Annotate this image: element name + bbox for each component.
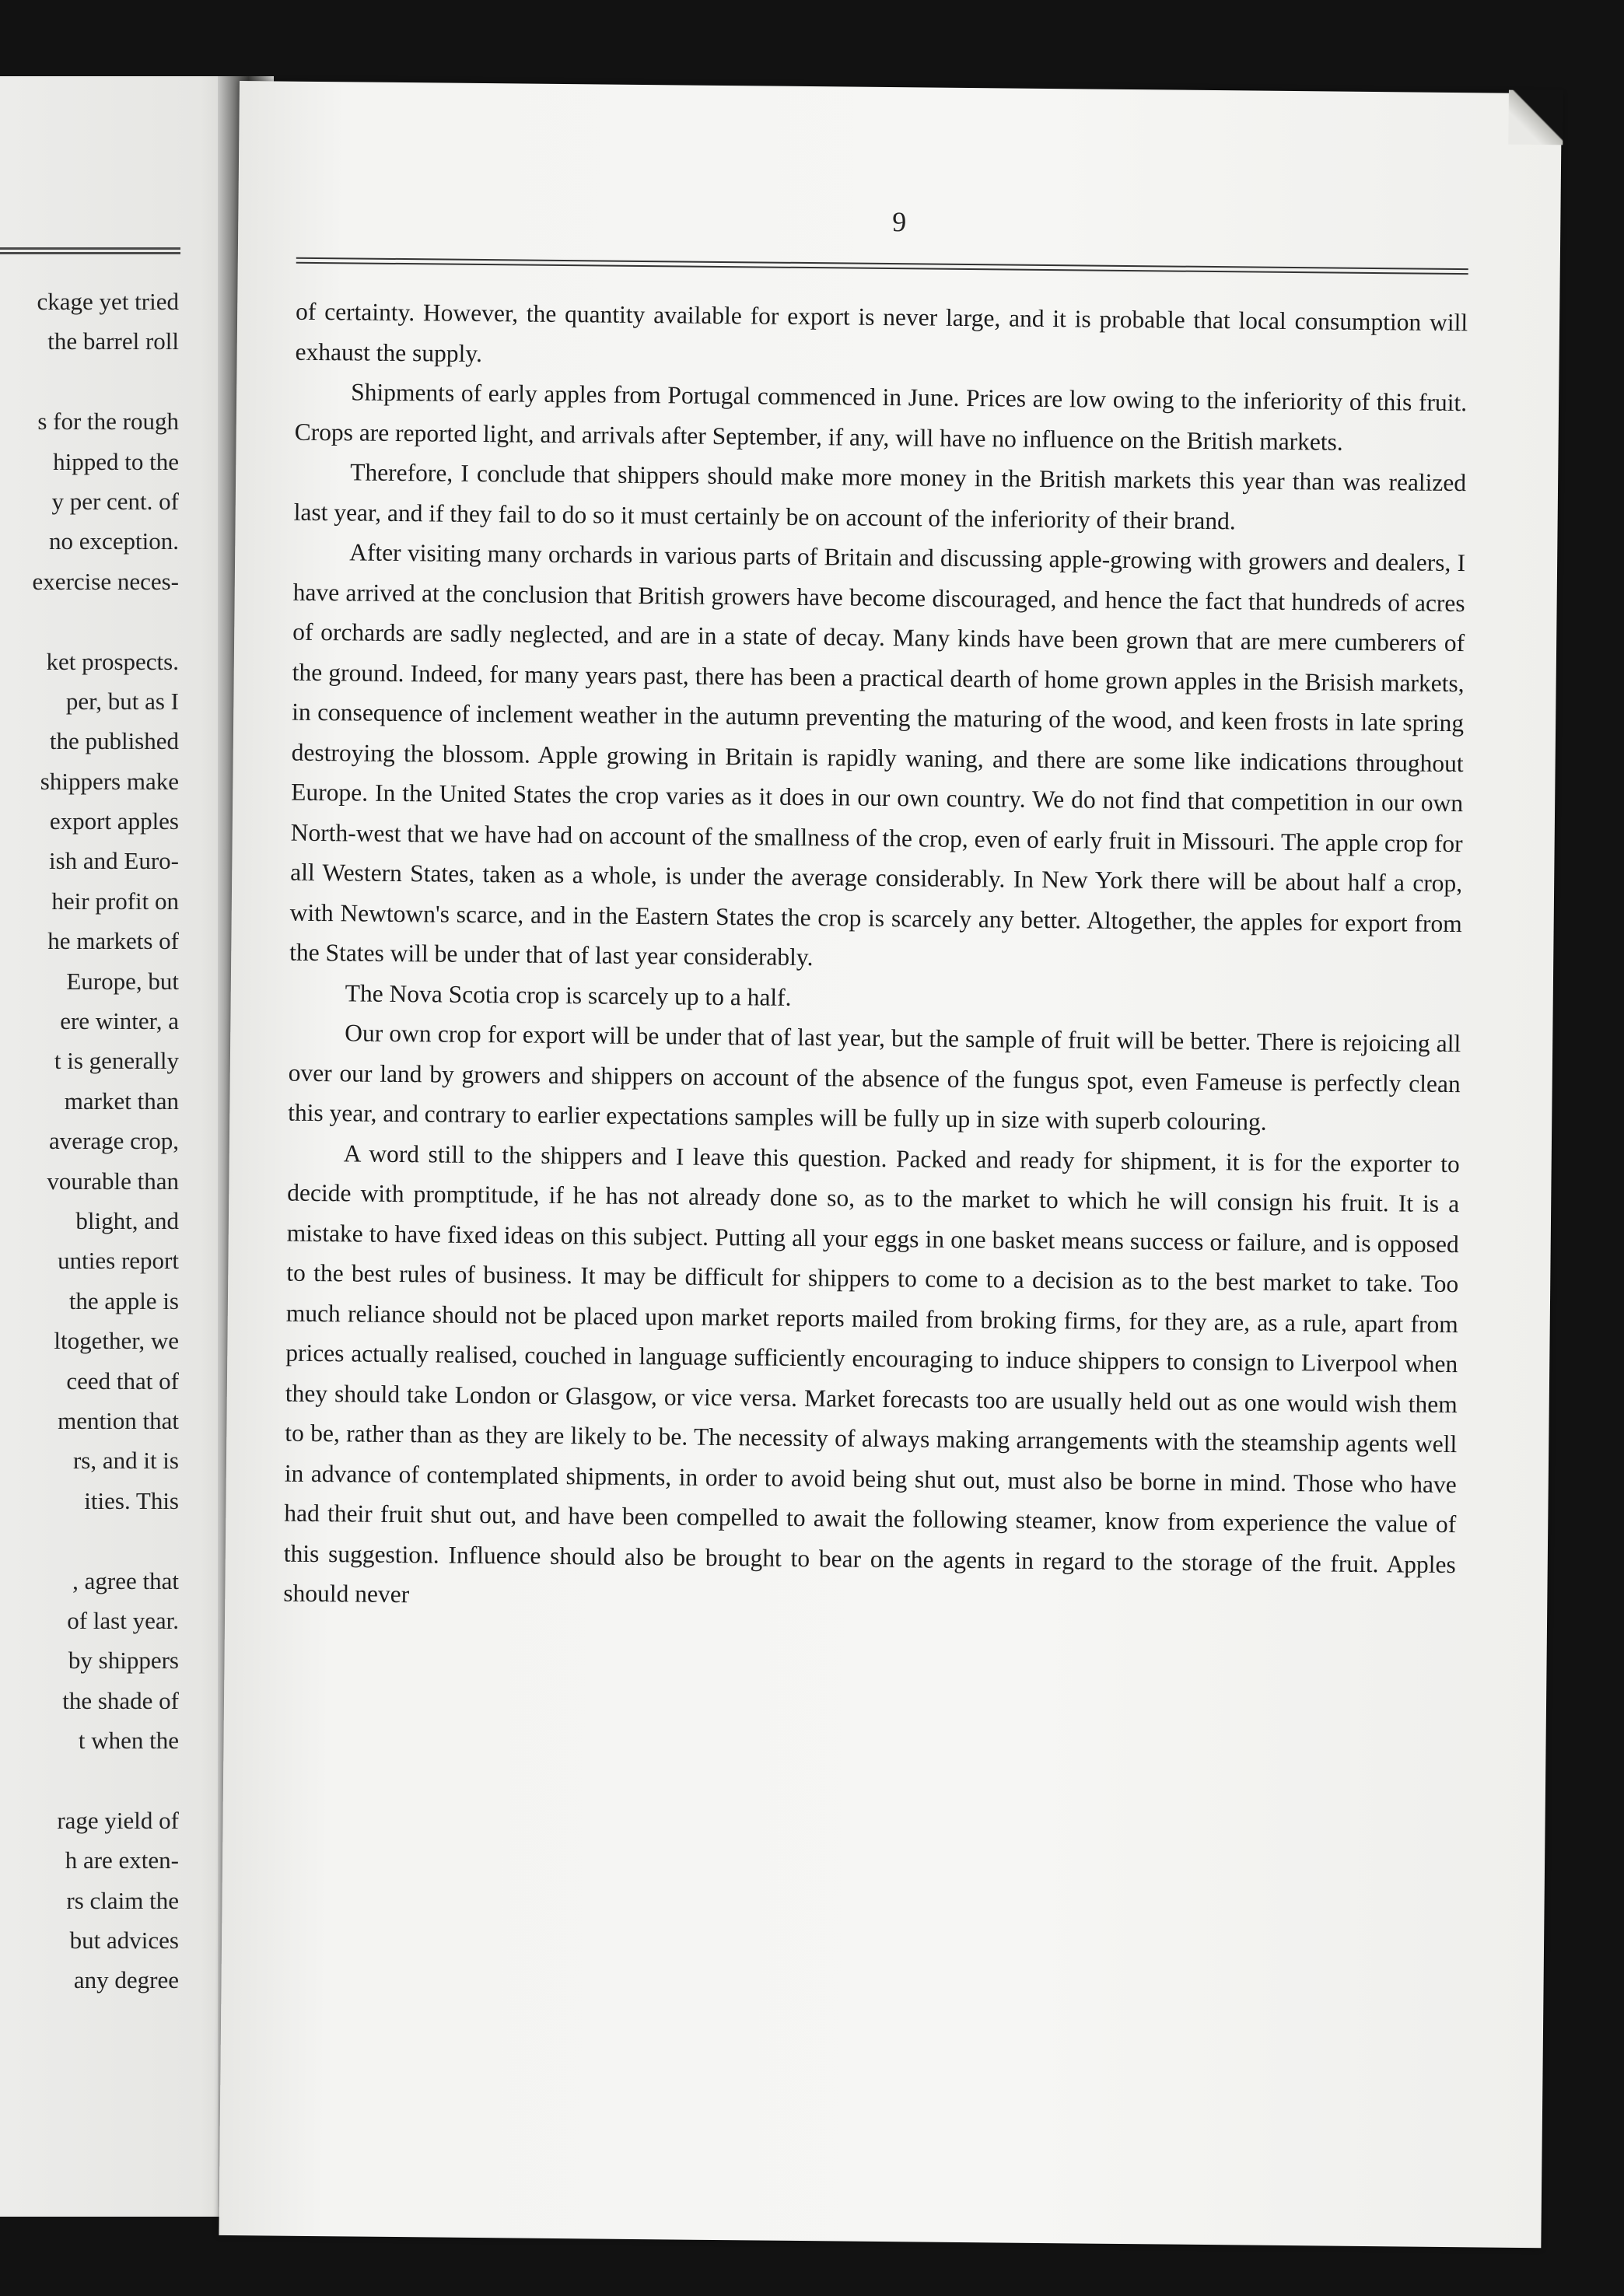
left-line: exercise neces- bbox=[32, 567, 179, 595]
left-line: he markets of bbox=[47, 927, 179, 955]
page-number: 9 bbox=[892, 206, 907, 238]
paragraph-word-to-shippers: A word still to the shippers and I leave this question. Packed and ready for shipment, it is for the exporter to decide with promptitude, if he has not already done so, as to the market to which he will consign his fruit. It is a mistake to have fixed ideas on this subject. Putting all your eggs in one basket means success or failure, and is opposed to the best rules of business. It may be difficult for shippers to come to a decision as to the best market to take. Too much reliance should not be placed upon market reports mailed from broking firms, for they are, as a rule, apart from prices actually realised, couched in language sufficiently encouraging to induce shippers to consign to Liverpool when they should take London or Glasgow, or vice versa. Market forecasts too are usually held out as one would wish them to be, rather than as they are likely to be. The necessity of always making arrangements with the steamship agents well in advance of contemplated shipments, in order to avoid being shut out, must also be borne in mind. Those who have had their fruit shut out, and have been compelled to await the following steamer, know from experience the value of this suggestion. Influence should also be brought to bear on the agents in regard to the storage of the fruit. Apples should never bbox=[283, 1139, 1460, 1608]
left-line: ltogether, we bbox=[54, 1327, 179, 1355]
left-line: Europe, but bbox=[66, 967, 179, 995]
left-header-rule-2 bbox=[0, 252, 180, 254]
left-line: the shade of bbox=[62, 1686, 179, 1714]
left-line: t is generally bbox=[54, 1047, 179, 1075]
left-line: no exception. bbox=[48, 527, 179, 555]
left-line: by shippers bbox=[68, 1647, 179, 1675]
left-line: ket prospects. bbox=[46, 647, 179, 675]
left-line: but advices bbox=[69, 1927, 179, 1955]
paragraph-orchards: After visiting many orchards in various parts of Britain and discussing apple-growing with growers and dealers, I have arrived at the conclusion that British growers have become discouraged, and hence the fact that hundreds of acres of orchards are sadly neglected, and are in a state of decay. Many kinds have been grown that are mere cumberers of the ground. Indeed, for many years past, there has been a practical dearth of home grown apples in the Brisish markets, in consequence of inclement weather in the autumn preventing the maturing of the wood, and keen frosts in late spring destroying the blossom. Apple growing in Britain is rapidly waning, and there are some like indications throughout Europe. In the United States the crop varies as it does in our own country. We do not find that competition in our own North-west that we have had on account of the smallness of the crop, even of early fruit in Missouri. The apple crop for all Western States, taken as a whole, is under the average considerably. In New York there will be about half a crop, with Newtown's scarce, and in the Eastern States the crop is scarcely any better. Altogether, the apples for export from the States will be under that of last year considerably. bbox=[289, 538, 1466, 971]
header-rule bbox=[296, 257, 1468, 275]
left-line: the apple is bbox=[68, 1286, 179, 1314]
page-body bbox=[283, 292, 1468, 1625]
left-line: rage yield of bbox=[57, 1806, 179, 1834]
left-line: ckage yet tried bbox=[37, 288, 179, 315]
left-line bbox=[0, 362, 179, 401]
left-page bbox=[0, 76, 250, 2217]
left-line: rs, and it is bbox=[72, 1447, 179, 1475]
left-line: ities. This bbox=[84, 1486, 179, 1514]
left-line: average crop, bbox=[49, 1127, 179, 1155]
left-line: ceed that of bbox=[66, 1367, 179, 1395]
left-line: shippers make bbox=[40, 767, 179, 795]
left-line: ere winter, a bbox=[60, 1007, 179, 1035]
left-line bbox=[0, 1760, 179, 1800]
left-line: per, but as I bbox=[65, 687, 179, 715]
left-line: export apples bbox=[49, 807, 179, 835]
paragraph-own-crop: Our own crop for export will be under that of last year, but the sample of fruit will be better. There is rejoicing all over our land by growers and shippers on account of the absence of the fungus spot, even Fameuse is perfectly clean this year, and contrary to earlier expectations samples will be fully up in size with superb colouring. bbox=[288, 1019, 1461, 1136]
folded-corner bbox=[1508, 90, 1563, 145]
paragraph-continued: of certainty. However, the quantity available for export is never large, and it is probable that local consumption will exhaust the supply. bbox=[295, 297, 1468, 367]
left-line: h are exten- bbox=[65, 1846, 179, 1874]
left-line: ish and Euro- bbox=[48, 847, 179, 875]
paragraph-conclusion: Therefore, I conclude that shippers should make more money in the British markets this year than was realized last year, and if they fail to do so it must certainly be on account of the inferiority of their brand. bbox=[293, 458, 1467, 534]
left-line: t when the bbox=[78, 1727, 179, 1755]
left-page-text bbox=[0, 282, 179, 2000]
left-line: y per cent. of bbox=[51, 487, 179, 515]
paragraph-portugal-shipments: Shipments of early apples from Portugal commenced in June. Prices are low owing to the inferiority of this fruit. Crops are reported light, and arrivals after September, if any, will have no influence on the British markets. bbox=[294, 378, 1468, 456]
left-line: s for the rough bbox=[37, 408, 179, 436]
left-line bbox=[0, 601, 179, 641]
left-line bbox=[0, 1521, 179, 1560]
left-line: mention that bbox=[58, 1406, 179, 1434]
left-line: any degree bbox=[73, 1966, 179, 1994]
left-line: , agree that bbox=[72, 1566, 179, 1594]
left-line: vourable than bbox=[47, 1167, 179, 1195]
left-line: unties report bbox=[58, 1247, 179, 1275]
paragraph-nova-scotia: The Nova Scotia crop is scarcely up to a half. bbox=[345, 978, 792, 1011]
left-line: of last year. bbox=[67, 1606, 179, 1634]
left-line: rs claim the bbox=[66, 1886, 179, 1914]
left-line: blight, and bbox=[75, 1206, 179, 1234]
left-line: market than bbox=[64, 1087, 179, 1115]
left-header-rule bbox=[0, 247, 180, 250]
left-line: the barrel roll bbox=[47, 327, 179, 355]
left-line: the published bbox=[49, 727, 179, 755]
left-line: hipped to the bbox=[53, 447, 179, 475]
right-page bbox=[219, 81, 1562, 2248]
left-line: heir profit on bbox=[51, 887, 179, 915]
